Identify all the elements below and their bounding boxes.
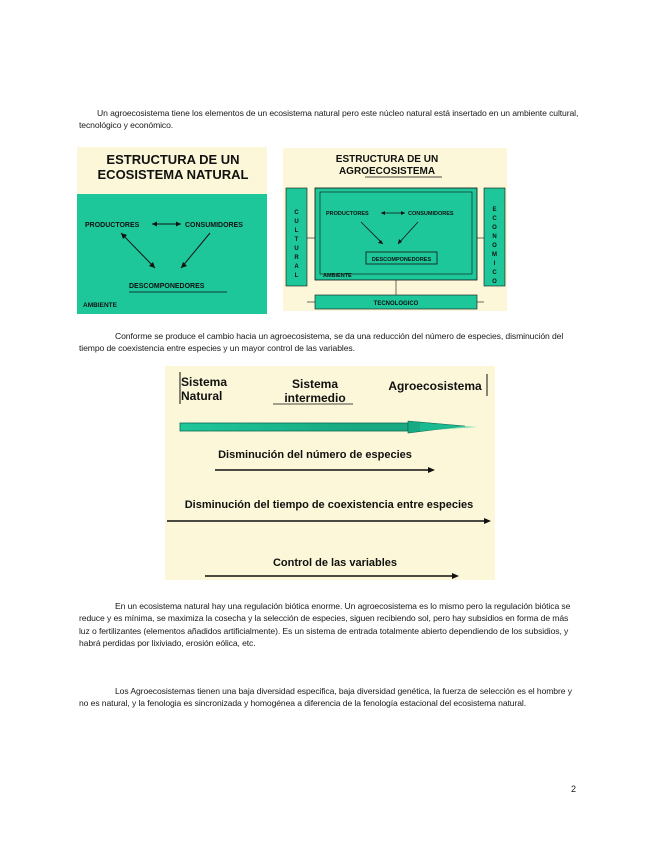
label-agroecosistema: Agroecosistema bbox=[388, 379, 482, 393]
paragraph-agroecosistemas: Los Agroecosistemas tienen una baja diversidad especifica, baja diversidad genética, la fuerza de selección es el hombre y no es natural, y la fenologia es sincronizada y homogénea a diferencia de la fenología estacional del ecosistema natural. bbox=[79, 686, 572, 709]
label-descomponedores: DESCOMPONEDORES bbox=[129, 283, 205, 290]
diagram-title-line1: ESTRUCTURA DE UN bbox=[106, 152, 240, 167]
svg-text:C: C bbox=[294, 210, 299, 216]
svg-text:U: U bbox=[294, 246, 299, 252]
svg-text:C: C bbox=[492, 216, 497, 222]
gradient-bar bbox=[180, 423, 408, 431]
agro-label-tecnologico: TECNOLOGICO bbox=[373, 301, 419, 307]
page-number: 2 bbox=[571, 784, 577, 794]
diagram-title-line2: ECOSISTEMA NATURAL bbox=[97, 167, 249, 182]
svg-text:L: L bbox=[294, 228, 299, 234]
svg-text:O: O bbox=[492, 243, 497, 249]
diagram-agroecosistema bbox=[283, 148, 507, 311]
agro-title-line1: ESTRUCTURA DE UN bbox=[335, 154, 439, 165]
diagram-gradient-sistemas bbox=[165, 366, 495, 580]
paragraph-cambio: Conforme se produce el cambio hacia un agroecosistema, se da una reducción del número de especies, disminución del tiempo de coexistencia entre especies y un mayor control de las variables. bbox=[79, 331, 564, 354]
label-sistema-natural-1: Sistema bbox=[181, 375, 228, 389]
economico-letters bbox=[492, 207, 497, 285]
agro-label-productores: PRODUCTORES bbox=[326, 211, 369, 217]
svg-text:N: N bbox=[492, 234, 497, 240]
label-sistema-intermedio-1: Sistema bbox=[291, 377, 339, 391]
svg-text:L: L bbox=[294, 273, 299, 279]
paragraph-intro: Un agroecosistema tiene los elementos de un ecosistema natural pero este núcleo natural está insertado en un ambiente cultural, tecnológico y económico. bbox=[79, 108, 579, 131]
agro-label-ambiente: AMBIENTE bbox=[323, 273, 352, 279]
label-sistema-intermedio-2: intermedio bbox=[284, 391, 346, 405]
svg-text:O: O bbox=[492, 225, 497, 231]
arrow3-label: Control de las variables bbox=[272, 557, 398, 569]
ecosystem-green-area bbox=[77, 194, 267, 314]
label-ambiente: AMBIENTE bbox=[83, 302, 117, 309]
agro-label-consumidores: CONSUMIDORES bbox=[408, 211, 454, 217]
svg-text:E: E bbox=[492, 207, 497, 213]
svg-text:C: C bbox=[492, 270, 497, 276]
svg-text:R: R bbox=[294, 255, 299, 261]
svg-text:O: O bbox=[492, 279, 497, 285]
arrow1-label: Disminución del número de especies bbox=[218, 449, 412, 461]
svg-text:M: M bbox=[492, 252, 497, 258]
label-consumidores: CONSUMIDORES bbox=[185, 222, 243, 229]
label-productores: PRODUCTORES bbox=[85, 222, 140, 229]
arrow2-label: Disminución del tiempo de coexistencia entre especies bbox=[184, 499, 474, 511]
agro-label-descomponedores: DESCOMPONEDORES bbox=[371, 257, 432, 263]
svg-text:I: I bbox=[493, 261, 496, 267]
svg-text:A: A bbox=[294, 264, 299, 270]
diagram-ecosistema-natural bbox=[77, 147, 267, 314]
label-sistema-natural-2: Natural bbox=[181, 389, 223, 403]
agro-title-line2: AGROECOSISTEMA bbox=[338, 166, 436, 177]
svg-text:T: T bbox=[294, 237, 299, 243]
paragraph-regulacion: En un ecosistema natural hay una regulación biótica enorme. Un agroecosistema es lo mismo pero la regulación biótica se reduce y es mínima, se maximiza la cosecha y la selección de especies, siguen recibiendo sol, pero hay subsidios en forma de más luz o fertilizantes (elementos añadidos artificialmente). Es un sistema de entrada totalmente abierto dependiendo de los subsidios, y habrá perdidas por lixiviado, erosión eólica, etc. bbox=[79, 601, 571, 649]
svg-text:U: U bbox=[294, 219, 299, 225]
ambiente-box bbox=[315, 188, 477, 280]
